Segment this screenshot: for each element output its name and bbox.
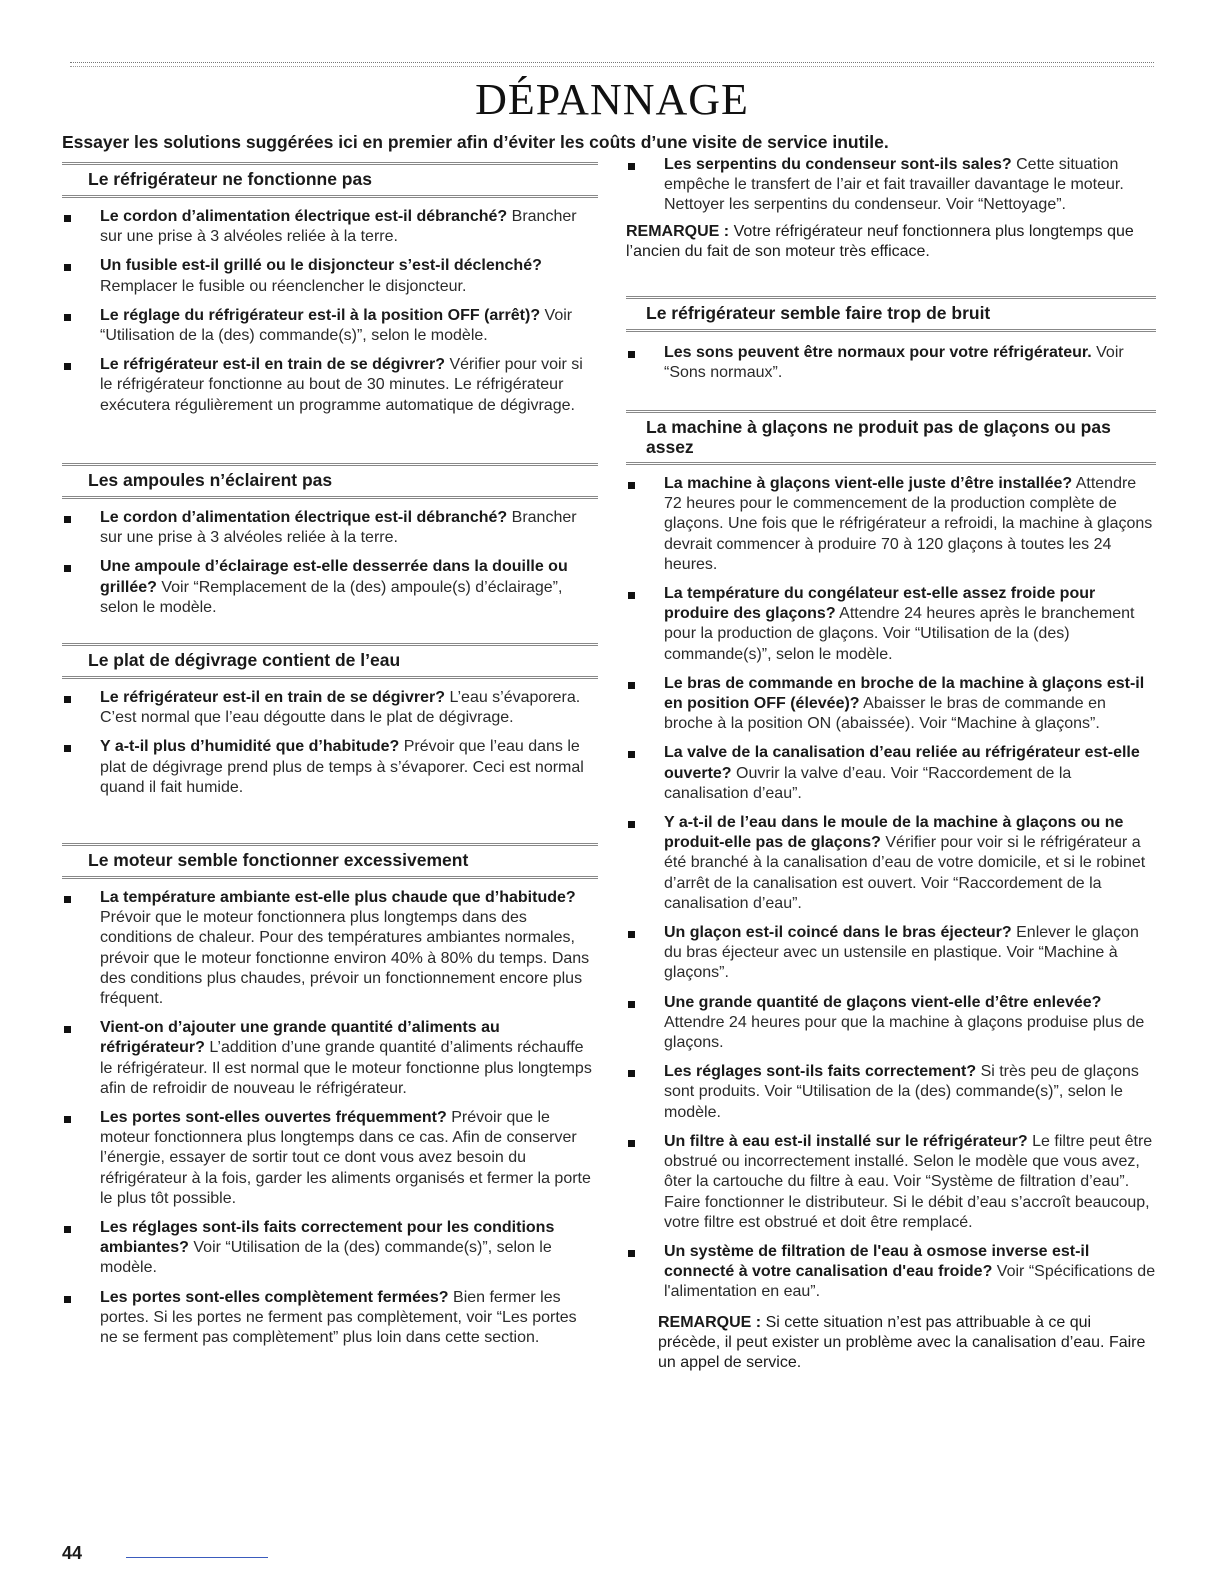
list-item xyxy=(62,1108,598,1209)
item-question: Un système de filtration de l'eau à osmose inverse est-il connecté à votre canalisation d'eau froide? xyxy=(664,1242,1090,1281)
item-question: Une grande quantité de glaçons vient-elle d’être enlevée? xyxy=(664,993,1102,1011)
note-text: Si cette situation n’est pas attribuable à ce qui précède, il peut exister un problème avec la canalisation d’eau. Faire un appel de service. xyxy=(658,1313,1146,1371)
item-answer: L’eau s’évaporera. C’est normal que l’eau dégoutte dans le plat de dégivrage. xyxy=(100,689,581,727)
section-condenser-continued xyxy=(626,147,1156,262)
item-answer: Le filtre peut être obstrué ou incorrectement installé. Selon le modèle que vous avez, ôter la cartouche du filtre à eau. Voir “Système de filtration d’eau”. Faire fonctionner le distributeur. Si le débit d’eau s’accroît beaucoup, votre filtre est obstrué et doit être remplacé. xyxy=(664,1132,1153,1231)
item-question: Le réfrigérateur est-il en train de se dégivrer? xyxy=(100,356,446,374)
section-ice-maker xyxy=(626,410,1156,1373)
item-question: Le cordon d’alimentation électrique est-il débranché? xyxy=(100,208,508,225)
section-motor-excessive xyxy=(62,843,598,1348)
note-label: REMARQUE : xyxy=(658,1313,762,1331)
item-answer: Enlever le glaçon du bras éjecteur avec un ustensile en plastique. Voir “Machine à glaçons”. xyxy=(664,924,1139,982)
item-question: Le réfrigérateur est-il en train de se dégivrer? xyxy=(100,689,446,706)
item-answer: Brancher sur une prise à 3 alvéoles reliée à la terre. xyxy=(100,509,577,547)
list-item xyxy=(626,584,1156,665)
item-question: La température du congélateur est-elle assez froide pour produire des glaçons? xyxy=(664,585,1096,623)
item-answer: Voir “Sons normaux”. xyxy=(664,344,1124,382)
section-not-running xyxy=(62,162,598,416)
section-heading: La machine à glaçons ne produit pas de glaçons ou pas assez xyxy=(626,410,1156,465)
section-heading: Le moteur semble fonctionner excessivement xyxy=(62,843,598,879)
list-item xyxy=(626,1132,1156,1233)
section-heading: Le plat de dégivrage contient de l’eau xyxy=(62,643,598,679)
list-item xyxy=(62,508,598,548)
intro-text: Essayer les solutions suggérées ici en premier afin d’éviter les coûts d’une visite de service inutile. xyxy=(62,132,889,152)
item-question: La machine à glaçons vient-elle juste d’être installée? xyxy=(664,475,1073,492)
list-item xyxy=(626,813,1156,914)
item-answer: Attendre 72 heures pour le commencement de la production complète de glaçons. Une fois que le réfrigérateur a refroidi, la machine à glaçons devrait commencer à produire 70 à 120 glaçons à toutes les 24 heures. xyxy=(664,475,1153,573)
item-question: Un glaçon est-il coincé dans le bras éjecteur? xyxy=(664,924,1012,942)
list-item xyxy=(626,993,1156,1054)
item-list xyxy=(62,207,598,416)
list-item xyxy=(62,256,598,296)
item-list xyxy=(626,155,1156,216)
item-list xyxy=(626,343,1156,383)
item-question: Les réglages sont-ils faits correctement? xyxy=(664,1063,977,1081)
list-item xyxy=(62,557,598,618)
section-heading: Le réfrigérateur ne fonctionne pas xyxy=(62,162,598,198)
list-item xyxy=(626,674,1156,735)
item-answer: Attendre 24 heures pour que la machine à glaçons produise plus de glaçons. xyxy=(664,1013,1145,1052)
item-question: Y a-t-il plus d’humidité que d’habitude? xyxy=(100,738,400,756)
section-bulbs xyxy=(62,463,598,618)
item-question: Les portes sont-elles complètement fermées? xyxy=(100,1288,449,1306)
list-item xyxy=(62,688,598,728)
item-answer: Voir “Spécifications de l'alimentation en eau”. xyxy=(664,1263,1156,1301)
note-text: Votre réfrigérateur neuf fonctionnera plus longtemps que l’ancien du fait de son moteur très efficace. xyxy=(626,222,1134,260)
item-answer: Voir “Utilisation de la (des) commande(s)”, selon le modèle. xyxy=(100,306,573,345)
section-defrost-pan xyxy=(62,643,598,798)
item-question: Le bras de commande en broche de la machine à glaçons est-il en position OFF (élevée)? xyxy=(664,674,1145,713)
item-answer: Prévoir que le moteur fonctionnera plus longtemps dans des conditions de chaleur. Pour des températures ambiantes normales, prévoir que le moteur fonctionne environ 40% à 80% du temps. Dans des conditions plus chaudes, prévoir un fonctionnement encore plus fréquent. xyxy=(100,909,590,1008)
list-item xyxy=(626,343,1156,383)
section-noise xyxy=(626,296,1156,383)
list-item xyxy=(62,888,598,1009)
item-question: Vient-on d’ajouter une grande quantité d’aliments au réfrigérateur? xyxy=(100,1019,500,1057)
item-question: Le cordon d’alimentation électrique est-il débranché? xyxy=(100,509,508,526)
item-answer: Ouvrir la valve d’eau. Voir “Raccordement de la canalisation d’eau”. xyxy=(664,764,1072,802)
list-item xyxy=(626,155,1156,216)
item-question: Un filtre à eau est-il installé sur le réfrigérateur? xyxy=(664,1132,1028,1150)
list-item xyxy=(62,1018,598,1099)
item-question: Les serpentins du condenseur sont-ils sales? xyxy=(664,156,1012,173)
list-item xyxy=(62,306,598,346)
item-list xyxy=(626,474,1156,1303)
top-rule xyxy=(70,62,1154,67)
item-answer: Prévoir que le moteur fonctionnera plus longtemps dans ce cas. Afin de conserver l’énergie, essayer de sortir tout ce dont vous avez besoin du réfrigérateur à la fois, garder les aliments organisés et fermer la porte le plus tôt possible. xyxy=(100,1109,591,1207)
item-question: Les sons peuvent être normaux pour votre réfrigérateur. xyxy=(664,344,1092,361)
item-answer: Bien fermer les portes. Si les portes ne ferment pas complètement, voir “Les portes ne se ferment pas complètement” plus loin dans cette section. xyxy=(100,1288,577,1347)
item-answer: Voir “Utilisation de la (des) commande(s)”, selon le modèle. xyxy=(100,1239,552,1277)
page-title: DÉPANNAGE xyxy=(475,75,749,124)
section-heading: Le réfrigérateur semble faire trop de bruit xyxy=(626,296,1156,332)
list-item xyxy=(626,1062,1156,1123)
item-answer: Prévoir que l’eau dans le plat de dégivrage prend plus de temps à s’évaporer. Ceci est normal quand il fait humide. xyxy=(100,738,584,796)
list-item xyxy=(62,737,598,798)
item-answer: Remplacer le fusible ou réenclencher le disjoncteur. xyxy=(100,277,467,295)
list-item xyxy=(626,923,1156,984)
list-item xyxy=(62,1218,598,1279)
list-item xyxy=(62,355,598,416)
list-item xyxy=(626,1242,1156,1303)
item-answer: Vérifier pour voir si le réfrigérateur a été branché à la canalisation d’eau de votre domicile, et si le robinet d’arrêt de la canalisation est ouvert. Voir “Raccordement de la canalisation d’eau”. xyxy=(664,834,1146,912)
item-list xyxy=(62,508,598,618)
note xyxy=(626,1313,1156,1374)
note xyxy=(626,222,1156,262)
item-question: Le réglage du réfrigérateur est-il à la position OFF (arrêt)? xyxy=(100,306,541,324)
list-item xyxy=(626,474,1156,575)
list-item xyxy=(62,207,598,247)
item-question: La valve de la canalisation d’eau reliée au réfrigérateur est-elle ouverte? xyxy=(664,744,1140,782)
item-answer: Cette situation empêche le transfert de l’air et fait travailler davantage le moteur. Nettoyer les serpentins du condenseur. Voir “Nettoyage”. xyxy=(664,156,1124,214)
item-question: Y a-t-il de l’eau dans le moule de la machine à glaçons ou ne produit-elle pas de glaçons? xyxy=(664,814,1124,852)
item-answer: Abaisser le bras de commande en broche à la position ON (abaissée). Voir “Machine à glaçons”. xyxy=(664,695,1106,733)
item-answer: L’addition d’une grande quantité d’aliments réchauffe le réfrigérateur. Il est normal que le moteur fonctionne plus longtemps afin de refroidir de nouveau le réfrigérateur. xyxy=(100,1039,592,1097)
note-label: REMARQUE : xyxy=(626,222,730,240)
item-question: Une ampoule d’éclairage est-elle desserrée dans la douille ou grillée? xyxy=(100,558,568,596)
item-list xyxy=(62,688,598,798)
item-answer: Attendre 24 heures après le branchement pour la production de glaçons. Voir “Utilisation de la (des) commande(s)”, selon le modèle. xyxy=(664,605,1135,663)
list-item xyxy=(62,1288,598,1349)
item-answer: Si très peu de glaçons sont produits. Voir “Utilisation de la (des) commande(s)”, selon le modèle. xyxy=(664,1063,1139,1121)
list-item xyxy=(626,743,1156,804)
footer-rule xyxy=(126,1557,268,1558)
item-question: Les réglages sont-ils faits correctement pour les conditions ambiantes? xyxy=(100,1219,555,1257)
item-question: La température ambiante est-elle plus chaude que d’habitude? xyxy=(100,889,576,906)
item-question: Un fusible est-il grillé ou le disjoncteur s’est-il déclenché? xyxy=(100,257,542,275)
section-heading: Les ampoules n’éclairent pas xyxy=(62,463,598,499)
page-number: 44 xyxy=(62,1543,83,1563)
item-answer: Vérifier pour voir si le réfrigérateur fonctionne au bout de 30 minutes. Le réfrigérateur exécutera régulièrement un programme automatique de dégivrage. xyxy=(100,356,583,414)
item-list xyxy=(62,888,598,1348)
item-question: Les portes sont-elles ouvertes fréquemment? xyxy=(100,1109,447,1127)
item-answer: Voir “Remplacement de la (des) ampoule(s) d’éclairage”, selon le modèle. xyxy=(100,578,563,616)
item-answer: Brancher sur une prise à 3 alvéoles reliée à la terre. xyxy=(100,208,577,246)
